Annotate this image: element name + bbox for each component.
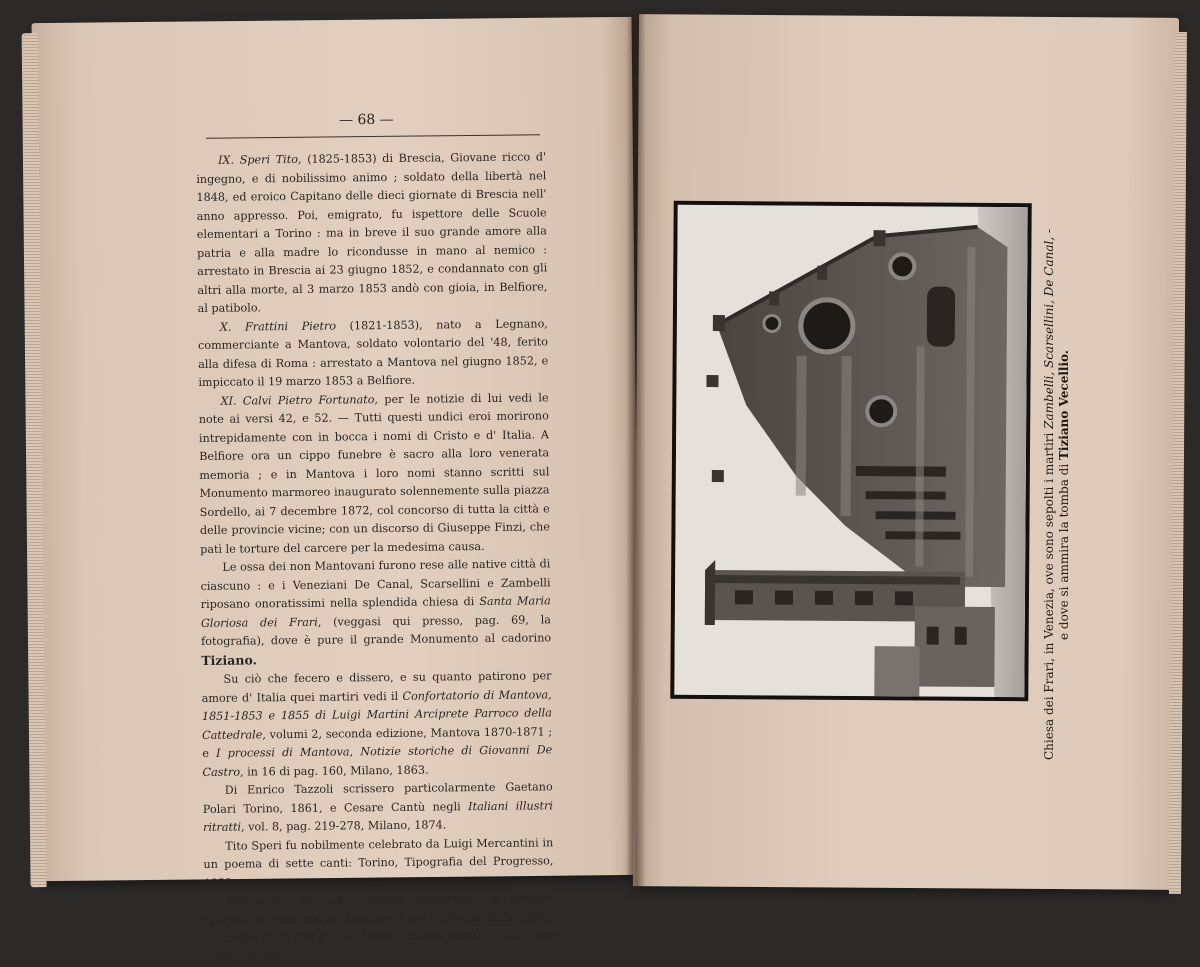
body-paragraph [200,555,551,671]
body-paragraph [201,667,552,782]
text-run: Chiesa dei Frari, in Venezia, ove sono sepolti i martiri [1042,428,1056,760]
text-run: Dedicando, per una recente cerimonia, un numero speciale ai primi martiri mantovani per la libertà della patria, la rivista [203,891,555,945]
bold-text: Tiziano. [201,651,257,668]
text-run: , in 16 di pag. 160, Milano, 1863. [239,763,429,779]
italic-text: Zambelli, Scarsellini, De Canal, [1042,236,1056,429]
italic-text: I processi di Mantova, Notizie storiche di Giovanni De Castro [202,743,553,779]
body-paragraph [203,834,554,893]
text-run: trae dai loro ultimi scritti e dalle loro ultime parole [204,928,555,964]
text-run: e dove si ammira la tomba di [1057,460,1071,640]
text-run: , per le notizie di lui vedi le note ai versi 42, e 52. — Tutti questi undici eroi morirono intrepidamente con in bocca i nomi di Cristo e d' Italia. A Belfiore ora un cippo funebre è sacro alla loro venerata memoria ; e in Mantova i loro nomi stanno scritti sul Monumento marmoreo inaugurato solennemente sulla piazza Sordello, ai 7 decembre 1872, col concorso di tutta la città e delle provincie vicine; con un discorso di Giuseppe Finzi, che patì le torture del carcere per la medesima causa. [198,390,551,556]
text-run: , (veggasi qui presso, pag. 69, la fotografia), dove è pure il grande Monumento al cadorino [201,612,552,648]
caption-line [1042,200,1057,760]
italic-text: Italia Bella [261,930,325,945]
book-gutter [626,10,646,900]
text-run: - [1042,228,1056,237]
italic-text: Confortatorio di Mantova, 1851-1853 e 1855 di Luigi Martini Arciprete Parroco della Cattedrale [201,687,552,742]
text-run: , (1825-1853) di Brescia, Giovane ricco d' ingegno, e di nobilissimo animo ; soldato della libertà nel 1848, ed eroico Capitano delle dieci giornate di Brescia nell' anno appresso. Poi, emigrato, fu ispettore delle Scuole elementari a Torino : ma in breve il suo grande amore alla patria e alla madre lo ricondusse in mano al nemico : arrestato in Brescia ai 23 giugno 1852, e condannato con gli altri alla morte, al 3 marzo 1853 andò con gioia, in Belfiore, al patibolo. [196,150,548,315]
church-photo-frame [670,201,1031,701]
body-text [196,148,555,967]
text-run: (1821-1853), nato a Legnano, commerciante a Mantova, soldato volontario del '48, ferito alla difesa di Roma : arrestato a Mantova nel giugno 1852, e impiccato il 19 marzo 1853 a Belfiore. [197,316,549,389]
body-paragraph [204,889,555,967]
text-run: Tito Speri fu nobilmente celebrato da Luigi Mercantini in un poema di sette canti: Torino, Tipografia del Progresso, 1853. [203,835,554,890]
italic-text: Santa Maria Gloriosa dei Frari [200,594,551,630]
italic-text: XI. Calvi Pietro Fortunato [220,392,375,408]
italic-text: IX. Speri Tito [218,152,299,167]
text-run: Di Enrico Tazzoli scrissero particolarmente Gaetano Polari Torino, 1861, e Cesare Cantù negli [202,780,553,816]
italic-text: Italiani illustri ritratti [203,798,553,834]
body-paragraph [203,778,554,837]
text-run: Su ciò che fecero e dissero, e su quanto patirono per amore d' Italia quei martiri vedi il [201,669,552,705]
caption-line [1057,200,1072,760]
body-paragraph [199,389,551,559]
bold-text: Tiziano Vecellio. [1057,350,1071,460]
body-paragraph [198,315,549,393]
photo-caption [1042,200,1072,760]
text-run: , vol. 8, pag. 219-278, Milano, 1874. [241,818,447,834]
body-paragraph [196,148,548,318]
page-number: — 68 — [338,111,394,129]
text-run: , volumi 2, seconda edizione, Mantova 1870-1871 ; e [202,724,553,760]
text-run: Le ossa dei non Mantovani furono rese alle native città di ciascuno : e i Veneziani De Canal, Scarsellini e Zambelli riposano onoratissimi nella splendida chiesa di [200,557,551,611]
italic-text: X. Frattini Pietro [219,319,337,334]
frari-church-photo [674,205,1027,697]
church-illustration [674,205,1027,697]
